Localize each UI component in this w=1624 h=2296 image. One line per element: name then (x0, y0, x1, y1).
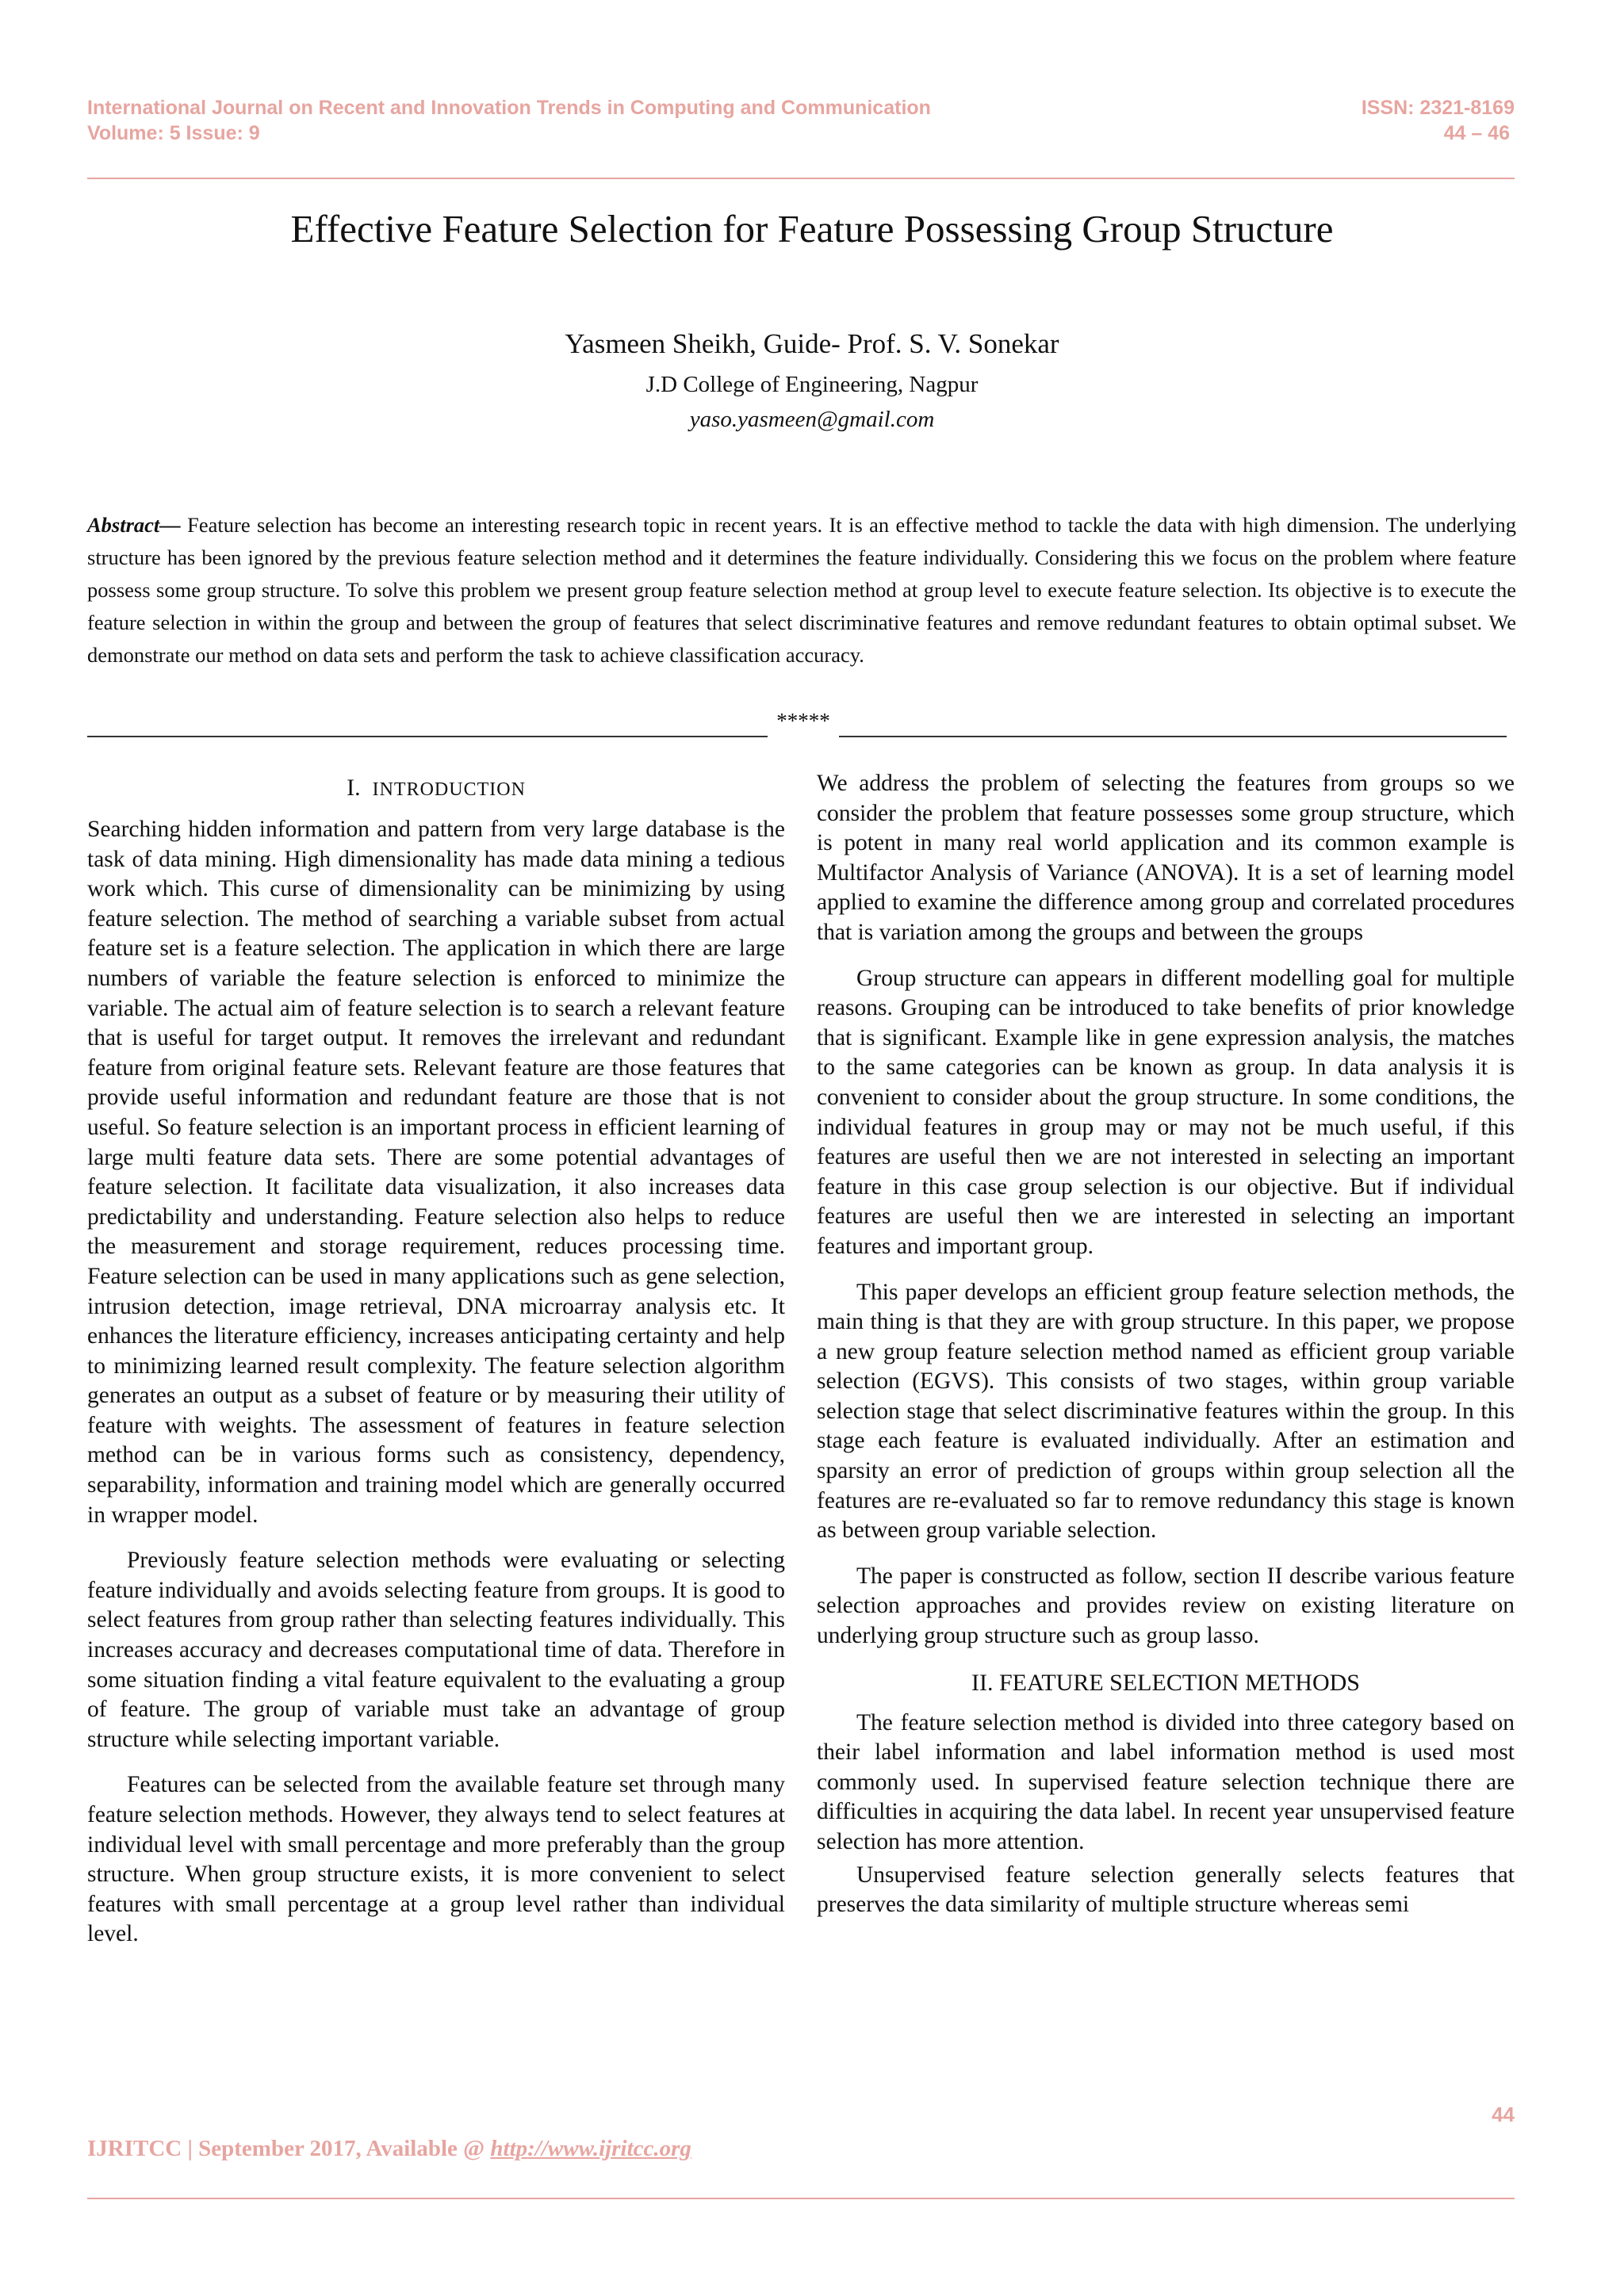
right-column (817, 769, 1515, 1936)
author-email: yaso.yasmeen@gmail.com (689, 407, 935, 432)
journal-name: International Journal on Recent and Innovation Trends in Computing and Communication (87, 97, 931, 119)
abstract-label: Abstract— (87, 513, 181, 537)
footer-text (87, 2136, 691, 2162)
right-paragraph-2: Group structure can appears in different modelling goal for multiple reasons. Grouping can be introduced to take benefits of prior knowledge that is significant. Example like in gene expression analysis, the matches to the same categories can be known as group. In data analysis it is convenient to consider about the group structure. In some conditions, the individual features in group may or may not be much useful, if this features are useful then we are not interested in selecting an important feature in this case group selection is our objective. But if individual features are useful then we are interested in selecting an important features and important group. (817, 965, 1515, 1259)
separator-rule-right (839, 736, 1507, 737)
author-line: Yasmeen Sheikh, Guide- Prof. S. V. Sonekar (565, 328, 1059, 359)
section-heading-introduction (87, 772, 785, 806)
header-rule (87, 178, 1515, 179)
section-title: INTRODUCTION (372, 779, 526, 800)
issn: ISSN: 2321-8169 (1361, 97, 1515, 119)
right-paragraph-4: The paper is constructed as follow, section II describe various feature selection approaches and provides review on existing literature on underlying group structure such as group lasso. (817, 1563, 1515, 1649)
right-paragraph-6: Unsupervised feature selection generally selects features that preserves the data similarity of multiple structure whereas semi (817, 1862, 1515, 1918)
right-paragraph-3: This paper develops an efficient group feature selection methods, the main thing is that they are with group structure. In this paper, we propose a new group feature selection method named as efficient group variable selection (EGVS). This consists of two stages, within group variable selection stage that select discriminative features within the group. In this stage each feature is evaluated individually. After an estimation and sparsity an error of prediction of groups within group selection all the features are re-evaluated so far to remove redundancy this stage is known as between group variable selection. (817, 1279, 1515, 1544)
right-paragraph-1: We address the problem of selecting the features from groups so we consider the problem that feature possesses some group structure, which is potent in many real world application and its common example is Multifactor Analysis of Variance (ANOVA). It is a set of learning model applied to examine the difference among group and correlated procedures that is variation among the groups and between the groups (817, 771, 1515, 945)
footer-label: IJRITCC | September 2017, Available @ (87, 2136, 491, 2161)
footer-rule (87, 2198, 1515, 2199)
right-paragraph-5: The feature selection method is divided into three category based on their label information and label information method is used most commonly used. In supervised feature selection technique there are difficulties in acquiring the data label. In recent year unsupervised feature selection has more attention. (817, 1709, 1515, 1854)
left-column (87, 769, 785, 1965)
section-number: I. (347, 775, 361, 801)
separator-rule-left (87, 736, 768, 737)
intro-paragraph-3: Features can be selected from the available feature set through many feature selection methods. However, they always tend to select features at individual level with small percentage and more preferably than the group structure. When group structure exists, it is more convenient to select features with small percentage at a group level rather than individual level. (87, 1772, 785, 1947)
abstract (87, 509, 1516, 672)
intro-paragraph-1: Searching hidden information and pattern from very large database is the task of data mining. High dimensionality has made data mining a tedious work which. This curse of dimensionality can be minimizing by using feature selection. The method of searching a variable subset from actual feature set is a feature selection. The application in which there are large numbers of variable the feature selection is enforced to minimize the variable. The actual aim of feature selection is to search a relevant feature that is useful for target output. It removes the irrelevant and redundant feature from original feature sets. Relevant feature are those features that provide useful information and redundant feature are those that is not useful. So feature selection is an important process in efficient learning of large multi feature data sets. There are some potential advantages of feature selection. It facilitate data visualization, it also increases data predictability and understanding. Feature selection also helps to reduce the measurement and storage requirement, reduces processing time. Feature selection can be used in many applications such as gene selection, intrusion detection, image retrieval, DNA microarray analysis etc. It enhances the literature efficiency, increases anticipating certainty and help to minimizing learned result complexity. The feature selection algorithm generates an output as a subset of feature or by measuring their utility of feature with weights. The assessment of features in feature selection method can be in various forms such as consistency, dependency, separability, information and training model which are generally occurred in wrapper model. (87, 817, 785, 1528)
paper-title: Effective Feature Selection for Feature Possessing Group Structure (290, 207, 1334, 251)
journal-link[interactable]: http://www.ijritcc.org (490, 2136, 691, 2161)
intro-paragraph-2: Previously feature selection methods were evaluating or selecting feature individually and avoids selecting feature from groups. It is good to select features from group rather than selecting features individually. This increases accuracy and decreases computational time of data. Therefore in some situation finding a vital feature equivalent to the evaluating a group of feature. The group of variable must take an advantage of group structure while selecting important variable. (87, 1548, 785, 1752)
page-range: 44 – 46 (1443, 122, 1510, 144)
abstract-text: Feature selection has become an interesting research topic in recent years. It is an effective method to tackle the data with high dimension. The underlying structure has been ignored by the previous feature selection method and it determines the feature individually. Considering this we focus on the problem where feature possess some group structure. To solve this problem we present group feature selection method at group level to execute feature selection. Its objective is to execute the feature selection in within the group and between the group of features that select discriminative features and remove redundant features to obtain optimal subset. We demonstrate our method on data sets and perform the task to achieve classification accuracy. (87, 513, 1516, 667)
page-number: 44 (1492, 2103, 1515, 2126)
section-heading-feature-selection: II. FEATURE SELECTION METHODS (971, 1669, 1360, 1696)
separator-stars: ***** (776, 709, 830, 733)
volume-issue: Volume: 5 Issue: 9 (87, 122, 260, 144)
affiliation: J.D College of Engineering, Nagpur (645, 372, 979, 397)
